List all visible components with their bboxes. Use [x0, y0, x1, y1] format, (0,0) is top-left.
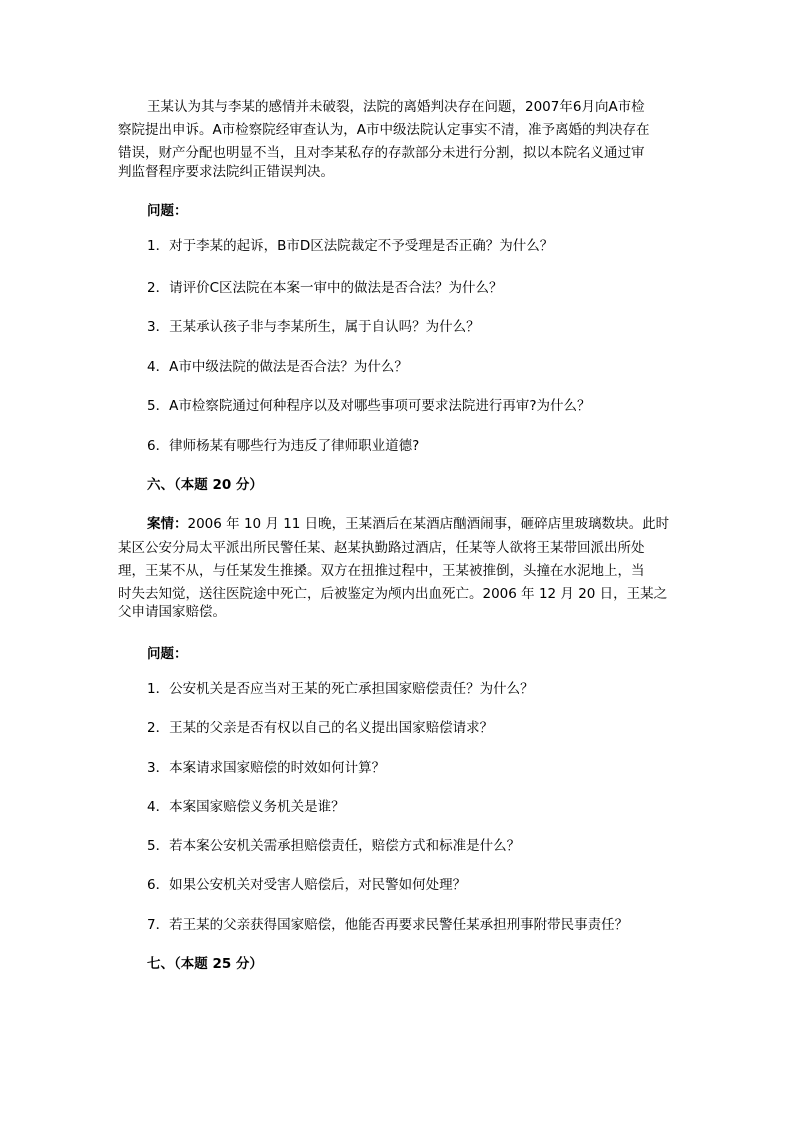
case-label: 案情：	[147, 516, 188, 532]
question-item: 3．本案请求国家赔偿的时效如何计算？	[147, 760, 386, 776]
question-item: 4．本案国家赔偿义务机关是谁？	[147, 799, 345, 815]
question-item: 1．对于李某的起诉，B市D区法院裁定不予受理是否正确？为什么？	[147, 238, 554, 254]
question-item: 6．律师杨某有哪些行为违反了律师职业道德?	[147, 438, 420, 454]
question-item: 3．王某承认孩子非与李某所生，属于自认吗？为什么？	[147, 319, 480, 335]
section-heading-7: 七、（本题 25 分）	[147, 956, 263, 972]
section-heading-6: 六、（本题 20 分）	[147, 477, 263, 493]
question-item: 5．若本案公安机关需承担赔偿责任，赔偿方式和标准是什么？	[147, 838, 521, 854]
case-line: 理，王某不从，与任某发生推搡。双方在扭推过程中，王某被推倒，头撞在水泥地上，当	[118, 563, 645, 579]
paragraph-line: 判监督程序要求法院纠正错误判决。	[118, 164, 334, 180]
question-item: 1．公安机关是否应当对王某的死亡承担国家赔偿责任？为什么？	[147, 681, 534, 697]
case-line: 某区公安分局太平派出所民警任某、赵某执勤路过酒店，任某等人欲将王某带回派出所处	[118, 540, 645, 556]
question-item: 4．A市中级法院的做法是否合法？为什么？	[147, 359, 408, 375]
question-item: 6．如果公安机关对受害人赔偿后，对民警如何处理？	[147, 877, 467, 893]
case-line: 时失去知觉，送往医院途中死亡，后被鉴定为颅内出血死亡。2006 年 12 月 20 日，王某之	[118, 586, 668, 602]
case-line	[147, 515, 669, 533]
paragraph-line: 察院提出申诉。A市检察院经审查认为，A市中级法院认定事实不清，准予离婚的判决存在	[118, 122, 650, 138]
question-item: 2．王某的父亲是否有权以自己的名义提出国家赔偿请求？	[147, 720, 494, 736]
questions-heading: 问题：	[147, 646, 188, 662]
question-item: 5．A市检察院通过何种程序以及对哪些事项可要求法院进行再审?为什么？	[147, 398, 591, 414]
question-item: 2．请评价C区法院在本案一审中的做法是否合法？为什么？	[147, 280, 503, 296]
questions-heading: 问题：	[147, 203, 188, 219]
case-text: 2006 年 10 月 11 日晚，王某酒后在某酒店酗酒闹事，砸碎店里玻璃数块。此时	[187, 516, 670, 532]
paragraph-line: 错误，财产分配也明显不当，且对李某私存的存款部分未进行分割，拟以本院名义通过审	[118, 145, 645, 161]
paragraph-line: 王某认为其与李某的感情并未破裂，法院的离婚判决存在问题，2007年6月向A市检	[147, 99, 645, 115]
question-item: 7．若王某的父亲获得国家赔偿，他能否再要求民警任某承担刑事附带民事责任？	[147, 917, 629, 933]
case-line: 父申请国家赔偿。	[118, 604, 226, 620]
